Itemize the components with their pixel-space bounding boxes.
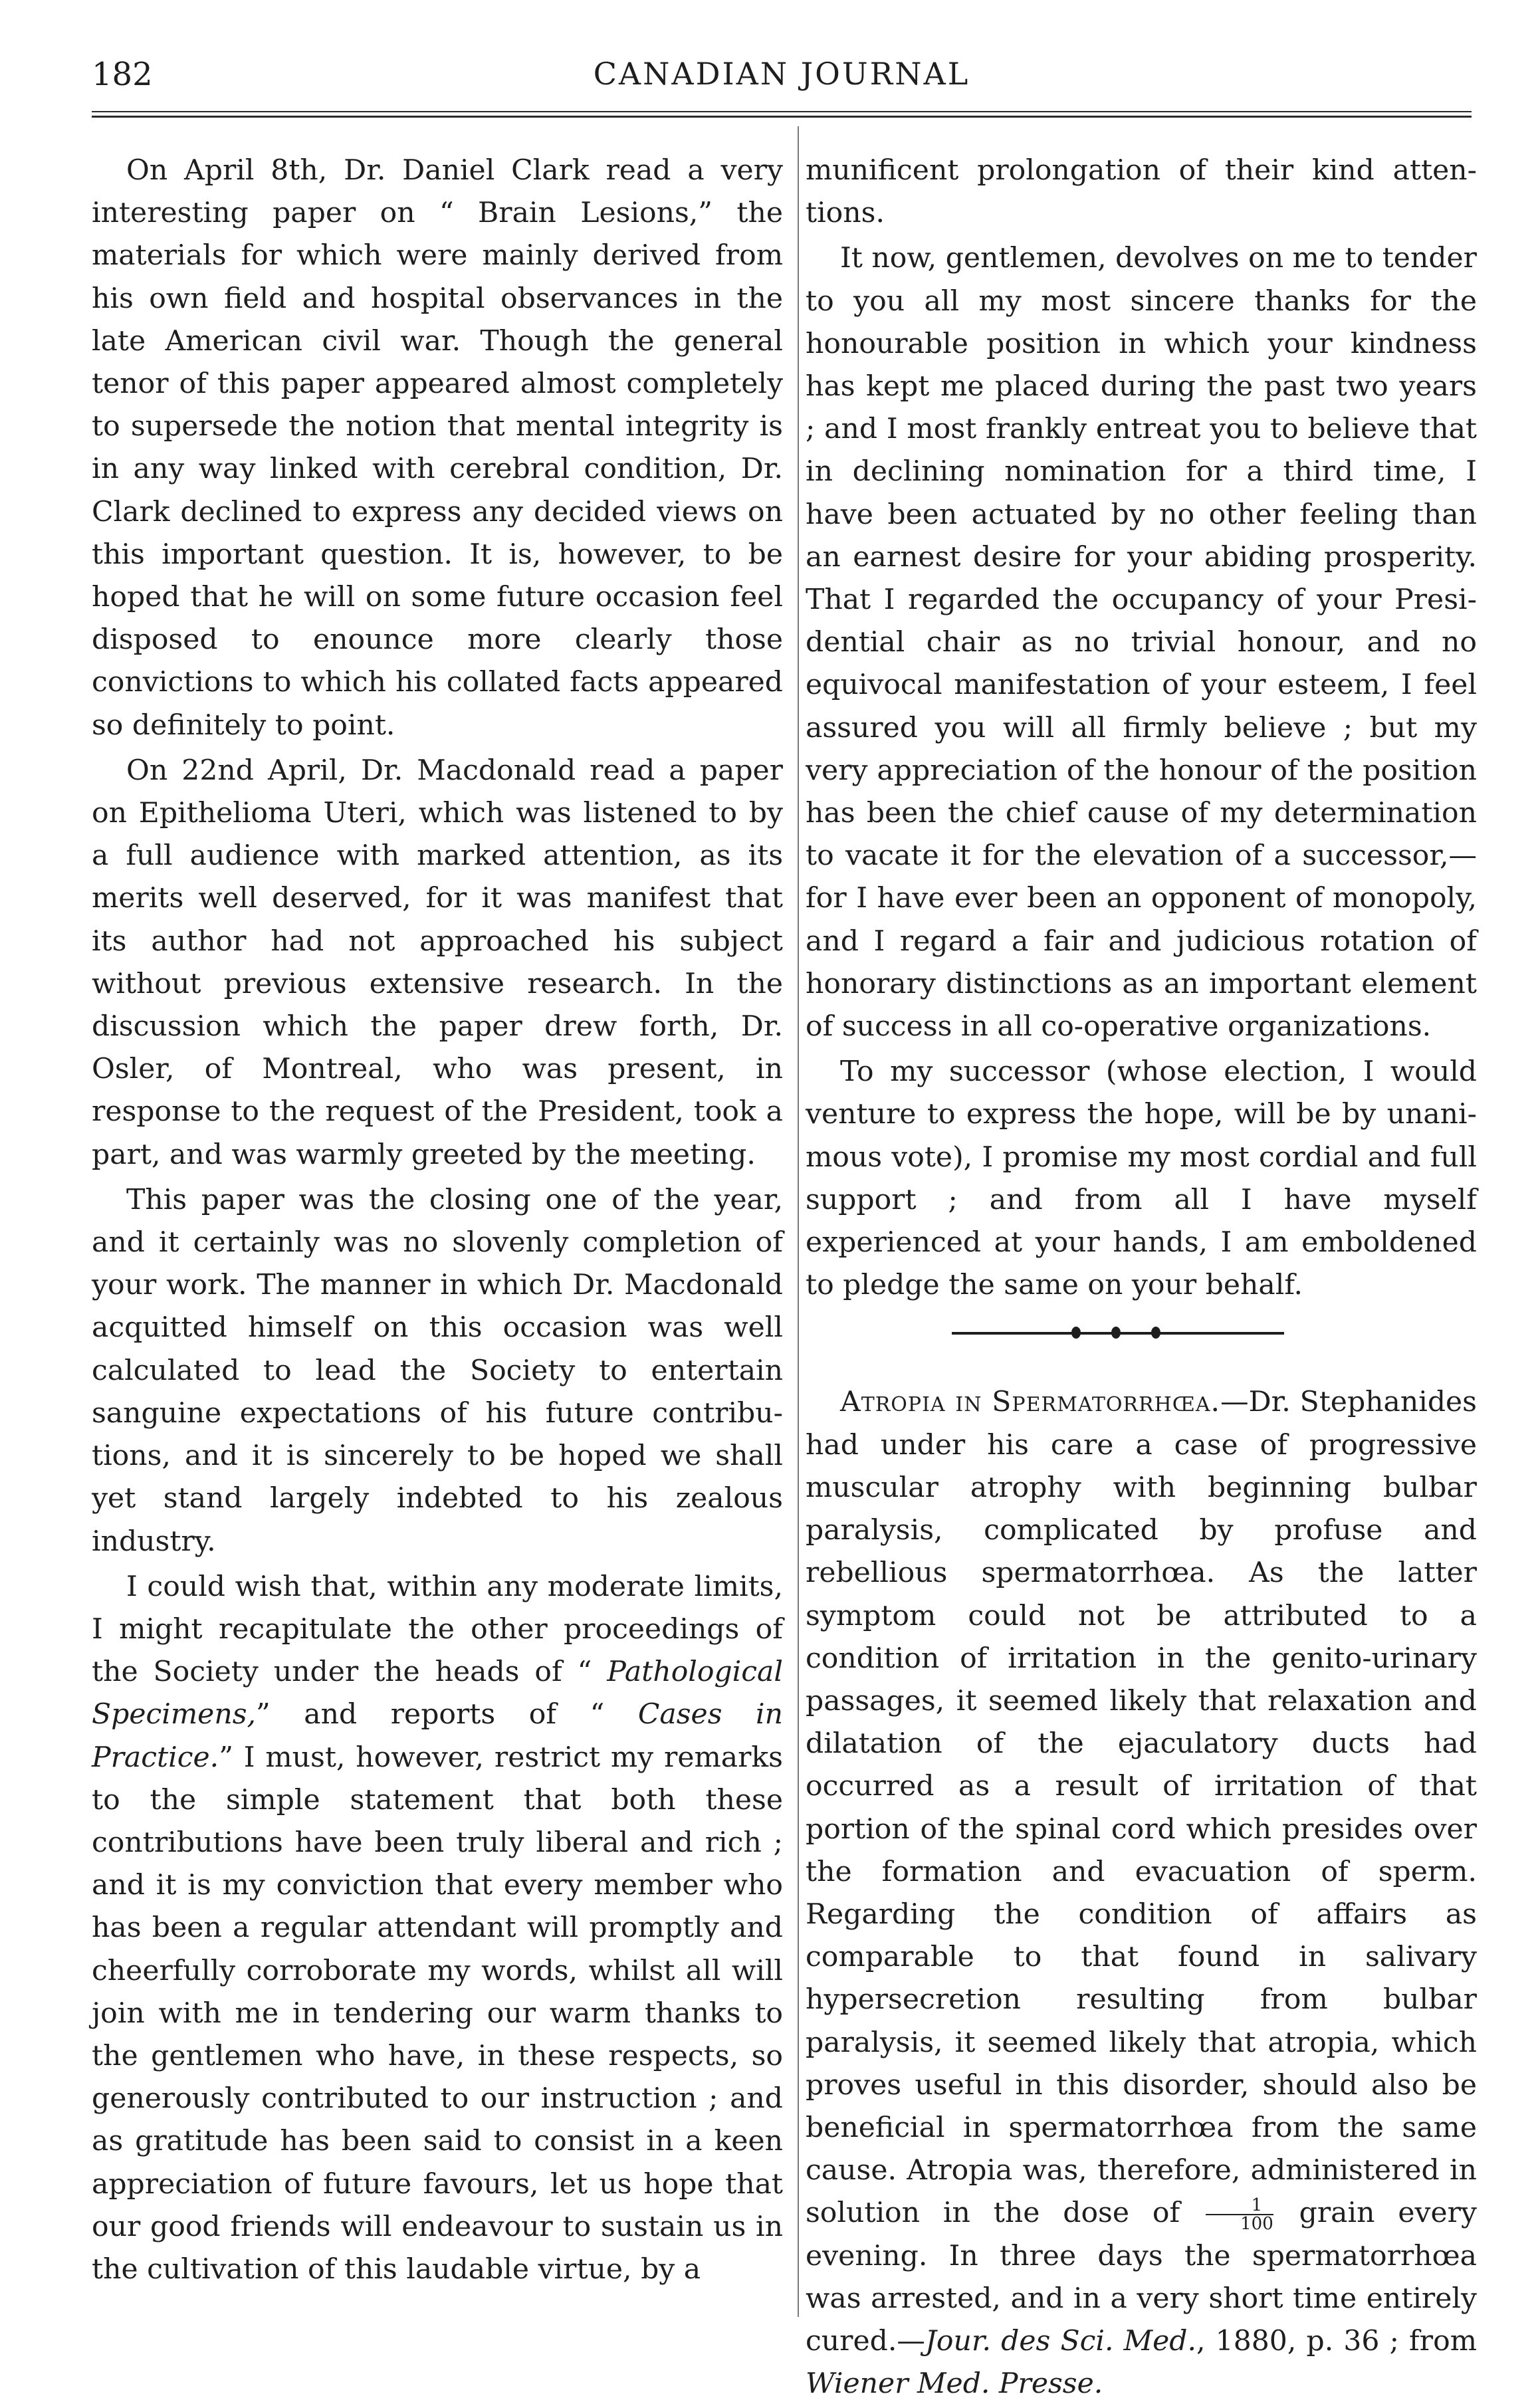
dose-fraction: [1206, 2197, 1273, 2233]
text-run: grain every evening. In three days the spermatorrhœa was arrested, and in a very short time entirely cured.—: [806, 2197, 1478, 2357]
page-number: 182: [92, 56, 153, 93]
text-run: ” I must, however, restrict my remarks to the simple statement that both these contributions have been truly liberal and rich ; and it is my conviction that every member who has been a regular attendant will promptly and cheerfully corroborate my words, whilst all will join with me in tendering our warm thanks to the gentlemen who have, in these respects, so generously contributed to our instruction ; and as gratitude has been said to consist in a keen appreciation of future favours, let us hope that our good friends will endeavour to sustain us in the cultivation of this laudable virtue, by a: [92, 1741, 783, 2286]
paragraph-closing-paper: This paper was the closing one of the year, and it certainly was no slovenly completion of your work. The manner in which Dr. Macdonald acquitted himself on this occasion was well calculated to lead the Society to entertain sanguine expectations of his future contributions, and it is sincerely to be hoped we shall yet stand largely indebted to his zealous industry.: [92, 1183, 783, 1558]
citation-source: Wiener Med. Presse.: [806, 2367, 1103, 2401]
text-run: —Dr. Stephanides had under his care a case of progressive muscular atrophy with beginning bulbar paralysis, complicated by profuse and rebellious spermatorrhœa. As the latter symptom could not be attributed to a condition of irritation in the genito-urinary passages, it seemed likely that relaxation and dilatation of the ejaculatory ducts had occurred as a result of irritation of that portion of the spinal cord which presides over the formation and evacuation of sperm. Regarding the condition of affairs as comparable to that found in salivary hypersecretion resulting from bulbar paralysis, it seemed likely that atropia, which proves useful in this disorder, should also be beneficial in spermatorrhœa from the same cause. Atropia was, therefore, administered in solution in the dose of: [806, 1386, 1477, 2230]
paragraph-thanks: It now, gentlemen, devolves on me to tender to you all my most sincere thanks for the honourable position in which your kindness has kept me placed during the past two years ; and I most frankly entreat you to believe that in declining nomination for a third time, I have been actuated by no other feeling than an earnest desire for your abiding prosperity. That I regarded the occupancy of your Presidential chair as no trivial honour, and no equivocal manifestation of your esteem, I feel assured you will all firmly believe ; but my very appreciation of the honour of the position has been the chief cause of my determination to vacate it for the elevation of a successor,—for I have ever been an opponent of monopoly, and I regard a fair and judicious rotation of honorary distinctions as an important element of success in all co-operative organizations.: [806, 242, 1477, 1043]
section-heading: Atropia in Spermatorrhœa.: [840, 1386, 1221, 1419]
column-divider: [798, 126, 799, 2317]
text-run: ” and reports of “: [256, 1698, 638, 1731]
ornament-dot: [1071, 1327, 1081, 1339]
left-column: [92, 150, 783, 2294]
running-title: CANADIAN JOURNAL: [593, 56, 970, 92]
header-rule: [92, 111, 1472, 112]
paragraph-proceedings: [92, 1566, 783, 2291]
italic-term: Pathological Specimens,: [92, 1656, 783, 1731]
header-rule-thick: [92, 116, 1472, 118]
paragraph-continuation: munificent prolongation of their kind attentions.: [806, 154, 1477, 230]
ornament-dot: [1151, 1327, 1160, 1339]
paragraph-brain-lesions: On April 8th, Dr. Daniel Clark read a very interesting paper on “ Brain Lesions,” the materials for which were mainly derived from his own field and hospital observances in the late American civil war. Though the general tenor of this paper appeared almost completely to supersede the notion that mental integrity is in any way linked with cerebral condition, Dr. Clark declined to express any decided views on this important question. It is, however, to be hoped that he will on some future occasion feel disposed to enounce more clearly those convictions to which his collated facts appeared so definitely to point.: [92, 154, 783, 742]
fraction-denominator: 100: [1240, 2214, 1273, 2235]
ornament-dot: [1111, 1327, 1121, 1339]
text-run: I could wish that, within any moderate limits, I might recapitulate the other proceedings of the Society under the heads of “: [92, 1570, 783, 1689]
page-header: [92, 48, 1472, 101]
paragraph-successor: To my successor (whose election, I would venture to express the hope, will be by unanimous vote), I promise my most cordial and full support ; and from all I have myself experienced at your hands, I am emboldened to pledge the same on your behalf.: [806, 1055, 1477, 1302]
citation-source: Jour. des Sci. Med.: [925, 2324, 1197, 2357]
paragraph-atropia: [806, 1381, 1477, 2405]
fraction-numerator: 1: [1206, 2197, 1273, 2215]
paragraph-epithelioma: On 22nd April, Dr. Macdonald read a paper on Epithelioma Uteri, which was listened to by a full audience with marked attention, as its merits well deserved, for it was manifest that its author had not approached his subject without previous extensive research. In the discussion which the paper drew forth, Dr. Osler, of Montreal, who was present, in response to the request of the President, took a part, and was warmly greeted by the meeting.: [92, 754, 783, 1171]
text-run: , 1880, p. 36 ; from: [1196, 2324, 1477, 2357]
italic-term: Cases in Practice.: [92, 1698, 784, 1774]
section-ornament: [806, 1320, 1477, 1347]
right-column: [806, 150, 1477, 2408]
